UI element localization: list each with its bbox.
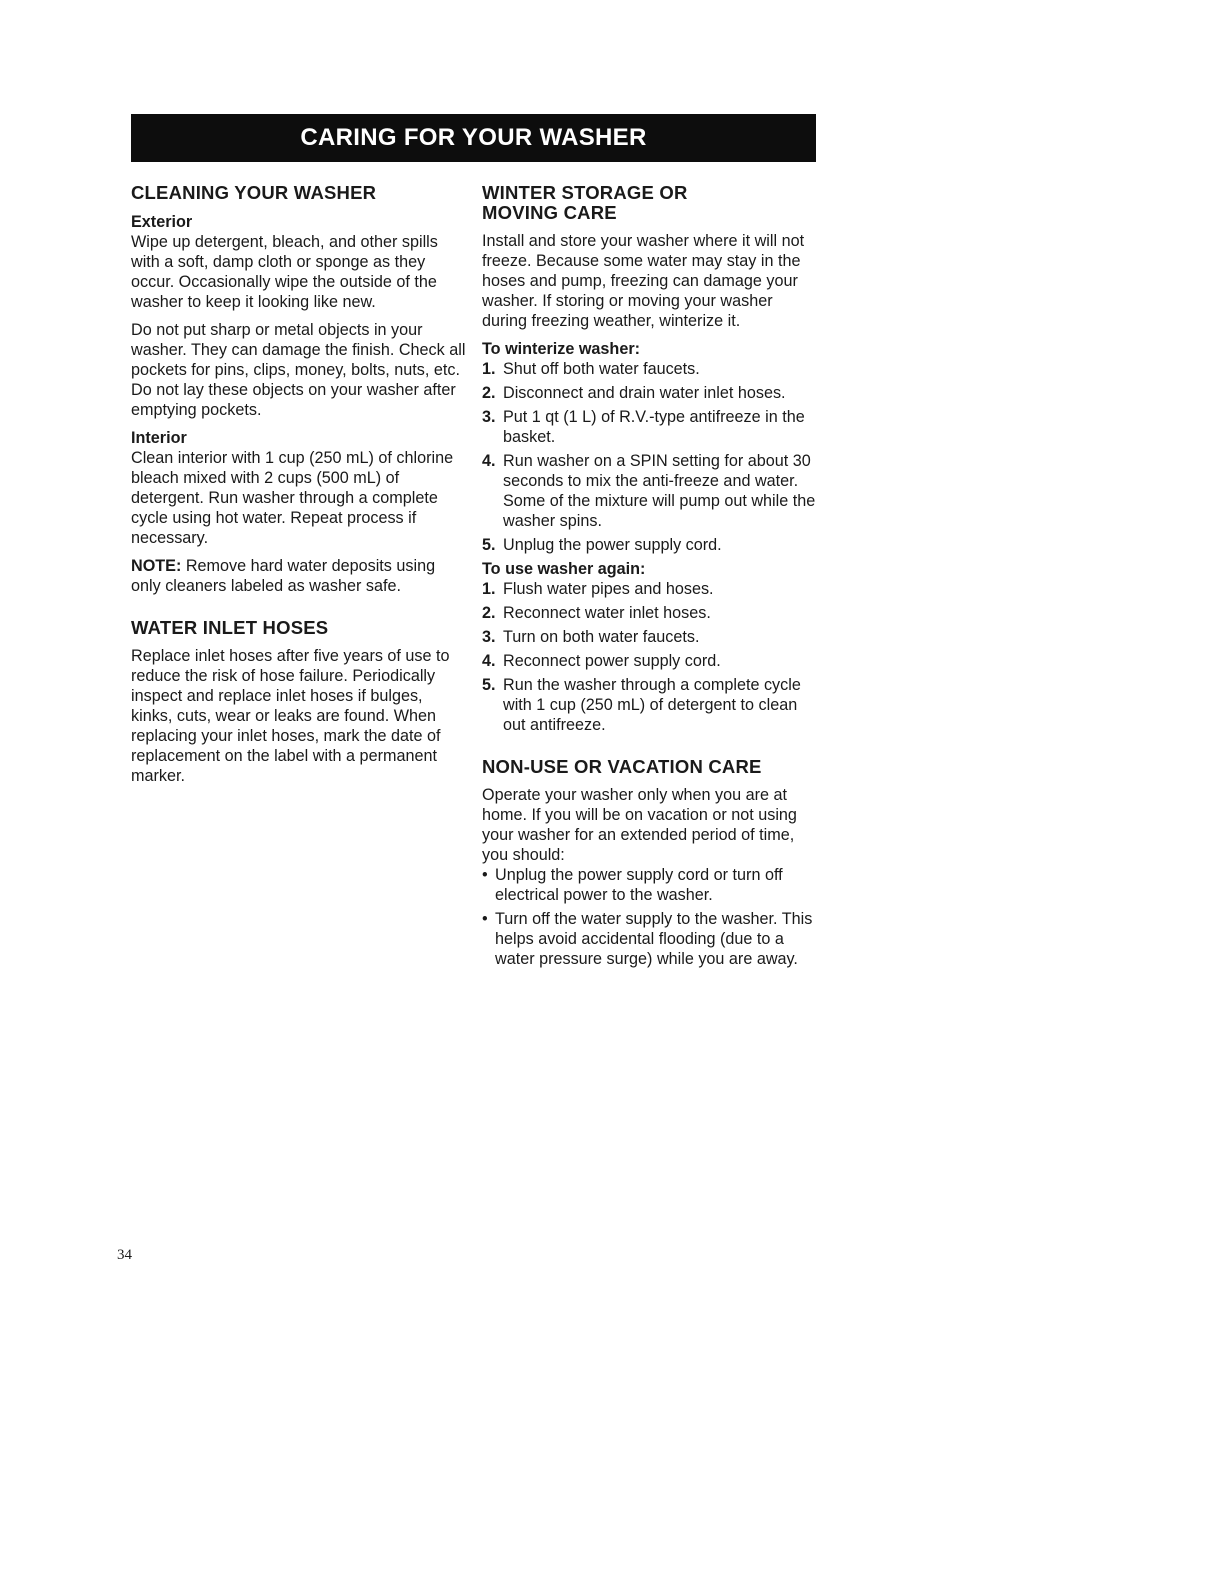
step-text: Reconnect water inlet hoses. [503, 604, 711, 622]
right-column [482, 183, 820, 973]
step-text: Unplug the power supply cord. [503, 536, 722, 554]
list-item [482, 407, 820, 447]
bullet-text: Turn off the water supply to the washer. This helps avoid accidental flooding (due to a water pressure surge) while you are away. [495, 910, 813, 968]
note-label: NOTE: [131, 557, 182, 575]
step-text: Run washer on a SPIN setting for about 30 seconds to mix the anti-freeze and water. Some of the mixture will pump out while the washer spins. [503, 452, 816, 530]
step-text: Reconnect power supply cord. [503, 652, 721, 670]
left-column [131, 183, 466, 786]
winter-heading-line-2: MOVING CARE [482, 202, 617, 223]
winterize-steps [482, 359, 820, 555]
list-item [482, 909, 820, 969]
step-text: Put 1 qt (1 L) of R.V.-type antifreeze in the basket. [503, 408, 805, 446]
page-number: 34 [117, 1247, 132, 1263]
list-item [482, 535, 820, 555]
step-number: 3. [482, 628, 496, 646]
section-banner [131, 114, 816, 162]
step-number: 4. [482, 652, 496, 670]
list-item [482, 359, 820, 379]
step-text: Turn on both water faucets. [503, 628, 700, 646]
cleaning-heading: CLEANING YOUR WASHER [131, 182, 377, 203]
list-item [482, 627, 820, 647]
vacation-intro: Operate your washer only when you are at home. If you will be on vacation or not using your washer for an extended period of time, you should: [482, 786, 797, 864]
step-number: 1. [482, 580, 496, 598]
list-item [482, 865, 820, 905]
step-text: Disconnect and drain water inlet hoses. [503, 384, 786, 402]
step-text: Run the washer through a complete cycle with 1 cup (250 mL) of detergent to clean out antifreeze. [503, 676, 801, 734]
interior-paragraph: Clean interior with 1 cup (250 mL) of chlorine bleach mixed with 2 cups (500 mL) of detergent. Run washer through a complete cycle using hot water. Repeat process if necessary. [131, 449, 454, 547]
hoses-paragraph: Replace inlet hoses after five years of use to reduce the risk of hose failure. Periodically inspect and replace inlet hoses if bulges, kinks, cuts, wear or leaks are found. When replacing your inlet hoses, mark the date of replacement on the label with a permanent marker. [131, 647, 450, 785]
list-item [482, 383, 820, 403]
step-number: 3. [482, 408, 496, 426]
list-item [482, 579, 820, 599]
hoses-heading: WATER INLET HOSES [131, 617, 329, 638]
note-paragraph [131, 556, 466, 596]
exterior-subheading: Exterior [131, 213, 193, 231]
list-item [482, 603, 820, 623]
vacation-bullets [482, 865, 820, 969]
step-number: 2. [482, 604, 496, 622]
note-text: Remove hard water deposits using only cleaners labeled as washer safe. [131, 557, 436, 595]
list-item [482, 651, 820, 671]
bullet-text: Unplug the power supply cord or turn off electrical power to the washer. [495, 866, 783, 904]
interior-subheading: Interior [131, 429, 187, 447]
use-again-subheading: To use washer again: [482, 560, 646, 578]
vacation-heading: NON-USE OR VACATION CARE [482, 756, 762, 777]
exterior-paragraph-1: Wipe up detergent, bleach, and other spills with a soft, damp cloth or sponge as they occur. Occasionally wipe the outside of the washer to keep it looking like new. [131, 233, 438, 311]
step-number: 4. [482, 452, 496, 470]
list-item [482, 451, 820, 531]
use-again-steps [482, 579, 820, 735]
step-text: Shut off both water faucets. [503, 360, 700, 378]
list-item [482, 675, 820, 735]
winter-intro: Install and store your washer where it will not freeze. Because some water may stay in the hoses and pump, freezing can damage your washer. If storing or moving your washer during freezing weather, winterize it. [482, 232, 805, 330]
step-number: 2. [482, 384, 496, 402]
bullet-icon: • [482, 910, 488, 928]
banner-title: CARING FOR YOUR WASHER [300, 124, 647, 151]
exterior-paragraph-2: Do not put sharp or metal objects in your washer. They can damage the finish. Check all pockets for pins, clips, money, bolts, nuts, etc. Do not lay these objects on your washer after emptying pockets. [131, 321, 466, 419]
step-number: 5. [482, 536, 496, 554]
step-number: 1. [482, 360, 496, 378]
winterize-subheading: To winterize washer: [482, 340, 641, 358]
step-number: 5. [482, 676, 496, 694]
step-text: Flush water pipes and hoses. [503, 580, 714, 598]
bullet-icon: • [482, 866, 488, 884]
winter-heading-line-1: WINTER STORAGE OR [482, 182, 688, 203]
